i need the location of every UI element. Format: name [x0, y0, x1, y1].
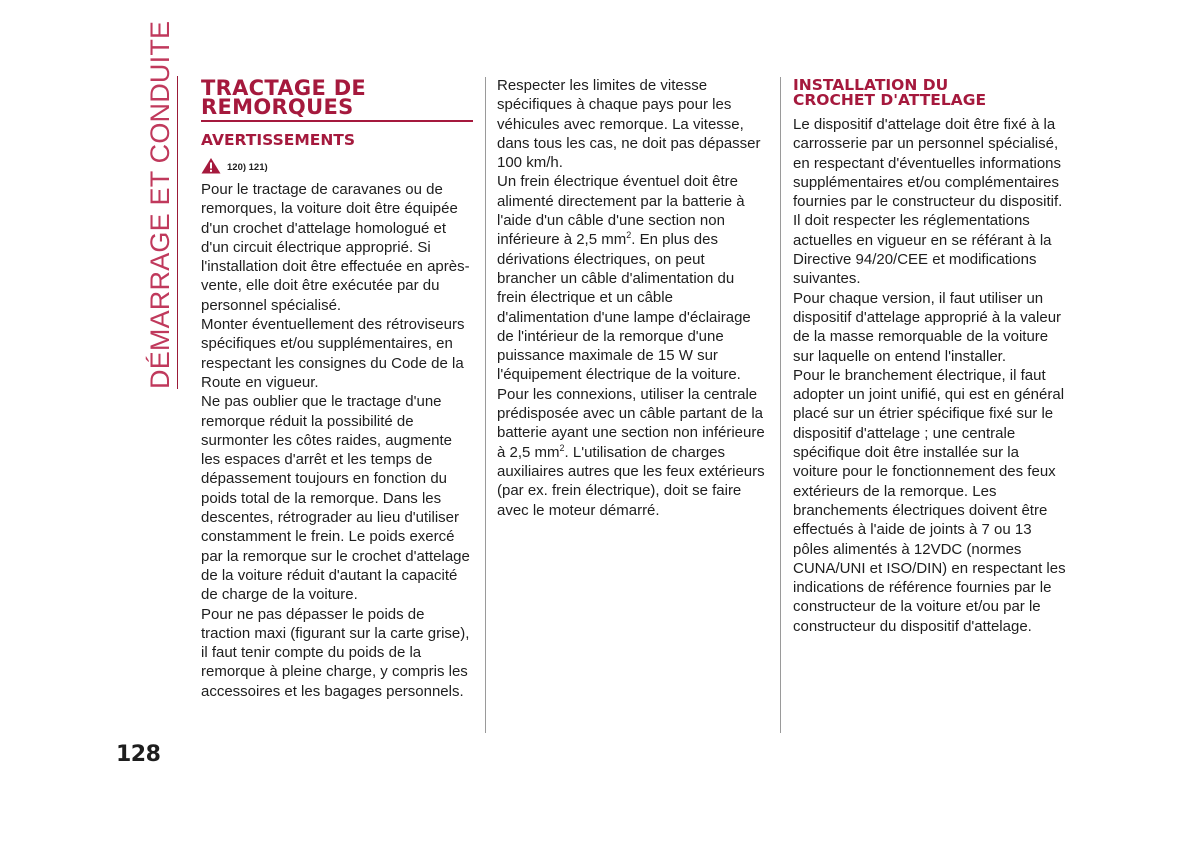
page-number: 128 — [116, 742, 161, 767]
paragraph: Pour le tractage de caravanes ou de remorques, la voiture doit être équipée d'un crochet d'attelage homologué et d'un circuit électrique approprié. Si l'installation doit être effectuée en après-vente, elle doit être exécutée par du personnel spécialisé. — [201, 181, 470, 314]
paragraph: Monter éventuellement des rétroviseurs spécifiques et/ou supplémentaires, en respectant les consignes du Code de la Route en vigueur. — [201, 316, 465, 391]
warning-triangle-icon — [201, 157, 221, 174]
section-title — [793, 78, 1068, 108]
paragraph: Ne pas oublier que le tractage d'une remorque réduit la possibilité de surmonter les côtes raides, augmente les espaces d'arrêt et les temps de dépassement toujours en fonction du poids total de la remorque. Dans les descentes, rétrograder au lieu d'utiliser constamment le frein. Le poids exercé par la remorque sur le crochet d'attelage de la voiture réduit d'autant la capacité de charge de la voiture. — [201, 393, 470, 604]
text-run: Pour les connexions, utiliser la centrale prédisposée avec un câble partant de la batterie ayant une section non inférieure à 2,5 mm — [497, 385, 765, 461]
warning-reference — [201, 155, 473, 175]
paragraph — [497, 172, 767, 384]
text-run: . L'utilisation de charges auxiliaires autres que les feux extérieurs (par ex. frein électrique), doit se faire avec le moteur démarré. — [497, 443, 765, 519]
subsection-title: AVERTISSEMENTS — [201, 131, 356, 149]
paragraph: Le dispositif d'attelage doit être fixé à la carrosserie par un personnel spécialisé, en respectant d'éventuelles informations supplémentaires et/ou complémentaires fournies par le constructeur du dispositif. Il doit respecter les réglementations actuelles en vigueur en se référant à la Directive 94/20/CEE et modifications suivantes. — [793, 116, 1063, 288]
paragraph: Respecter les limites de vitesse spécifiques à chaque pays pour les véhicules avec remorque. La vitesse, dans tous les cas, ne doit pas dépasser 100 km/h. — [497, 77, 761, 172]
warning-refs: 120) 121) — [227, 161, 268, 173]
text-run: Un frein électrique éventuel doit être alimenté directement par la batterie à l'aide d'un câble d'une section non inférieure à 2,5 mm — [497, 173, 745, 249]
section-title-line2: REMORQUES — [201, 95, 354, 119]
section-title-line2: CROCHET D'ATTELAGE — [793, 91, 987, 109]
superscript: 2 — [559, 442, 565, 453]
column-divider — [485, 77, 486, 733]
chapter-side-title — [143, 20, 178, 389]
paragraph: Pour ne pas dépasser le poids de traction maxi (figurant sur la carte grise), il faut tenir compte du poids de la remorque à pleine charge, y compris les accessoires et les bagages personnels. — [201, 605, 470, 700]
paragraph: Pour le branchement électrique, il faut adopter un joint unifié, qui est en général placé sur un étrier spécifique fixé sur le dispositif d'attelage ; une centrale spécifique doit être installée sur la voiture pour le fonctionnement des feux extérieurs de la remorque. Les branchements électriques doivent être effectués à l'aide de joints à 7 ou 13 pôles alimentés à 12VDC (normes CUNA/UNI et ISO/DIN) en respectant les indications de référence fournies par le constructeur de la voiture et/ou par le constructeur du dispositif d'attelage. — [793, 366, 1066, 635]
section-title — [201, 76, 473, 119]
superscript: 2 — [626, 230, 632, 241]
chapter-side-title-text: DÉMARRAGE ET CONDUITE — [145, 20, 175, 389]
section-title-line1: TRACTAGE DE — [201, 76, 367, 100]
paragraph: Pour chaque version, il faut utiliser un dispositif d'attelage approprié à la valeur de la masse remorquable de la voiture sur laquelle on entend l'installer. — [793, 289, 1062, 365]
column-3 — [793, 76, 1068, 636]
paragraph — [497, 385, 767, 520]
text-run: . En plus des dérivations électriques, on peut brancher un câble d'alimentation du frein électrique et un câble d'alimentation d'une lampe d'éclairage de l'intérieur de la remorque d'une puissance maximale de 15 W sur l'équipement électrique de la voiture. — [497, 231, 751, 384]
column-2 — [497, 76, 767, 520]
section-title-line1: INSTALLATION DU — [793, 76, 949, 94]
title-underline — [201, 120, 473, 122]
column-divider — [780, 77, 781, 733]
column-1 — [201, 76, 473, 701]
